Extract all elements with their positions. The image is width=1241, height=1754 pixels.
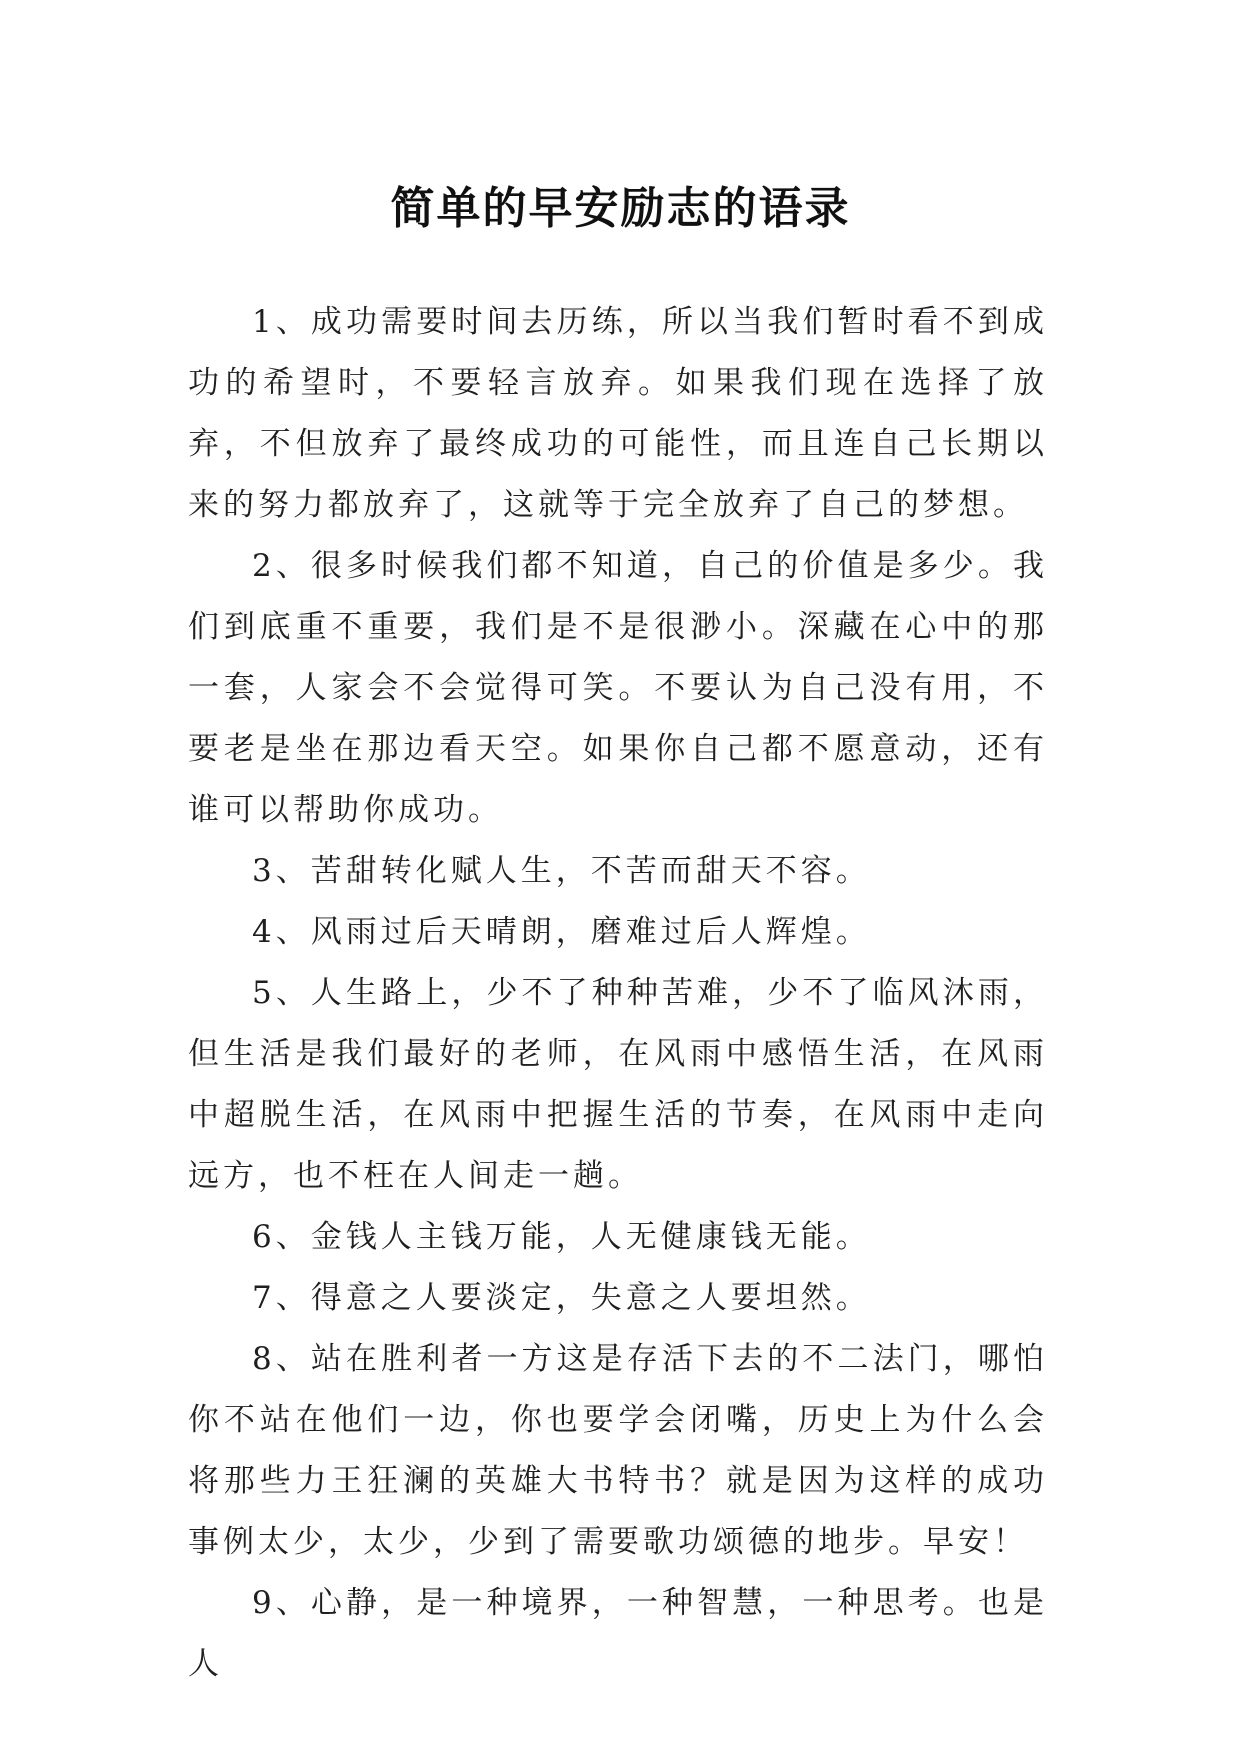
document-body — [188, 292, 1048, 1695]
paragraph-3: 3、苦甜转化赋人生，不苦而甜天不容。 — [252, 853, 871, 889]
paragraph-7: 7、得意之人要淡定，失意之人要坦然。 — [252, 1280, 871, 1316]
paragraph-1: 1、成功需要时间去历练，所以当我们暂时看不到成功的希望时，不要轻言放弃。如果我们现在选择了放弃，不但放弃了最终成功的可能性，而且连自己长期以来的努力都放弃了，这就等于完全放弃了自己的梦想。 — [188, 304, 1048, 523]
paragraph-9: 9、心静，是一种境界，一种智慧，一种思考。也是人 — [188, 1585, 1048, 1682]
paragraph-6: 6、金钱人主钱万能，人无健康钱无能。 — [252, 1219, 871, 1255]
document-title: 简单的早安励志的语录 — [390, 183, 851, 235]
paragraph-2: 2、很多时候我们都不知道，自己的价值是多少。我们到底重不重要，我们是不是很渺小。深藏在心中的那一套，人家会不会觉得可笑。不要认为自己没有用，不要老是坐在那边看天空。如果你自己都不愿意动，还有谁可以帮助你成功。 — [188, 548, 1048, 828]
paragraph-4: 4、风雨过后天晴朗，磨难过后人辉煌。 — [252, 914, 871, 950]
paragraph-8: 8、站在胜利者一方这是存活下去的不二法门，哪怕你不站在他们一边，你也要学会闭嘴，历史上为什么会将那些力王狂澜的英雄大书特书？就是因为这样的成功事例太少，太少，少到了需要歌功颂德的地步。早安！ — [188, 1341, 1048, 1560]
paragraph-5: 5、人生路上，少不了种种苦难，少不了临风沐雨，但生活是我们最好的老师，在风雨中感悟生活，在风雨中超脱生活，在风雨中把握生活的节奏，在风雨中走向远方，也不枉在人间走一趟。 — [188, 975, 1048, 1194]
